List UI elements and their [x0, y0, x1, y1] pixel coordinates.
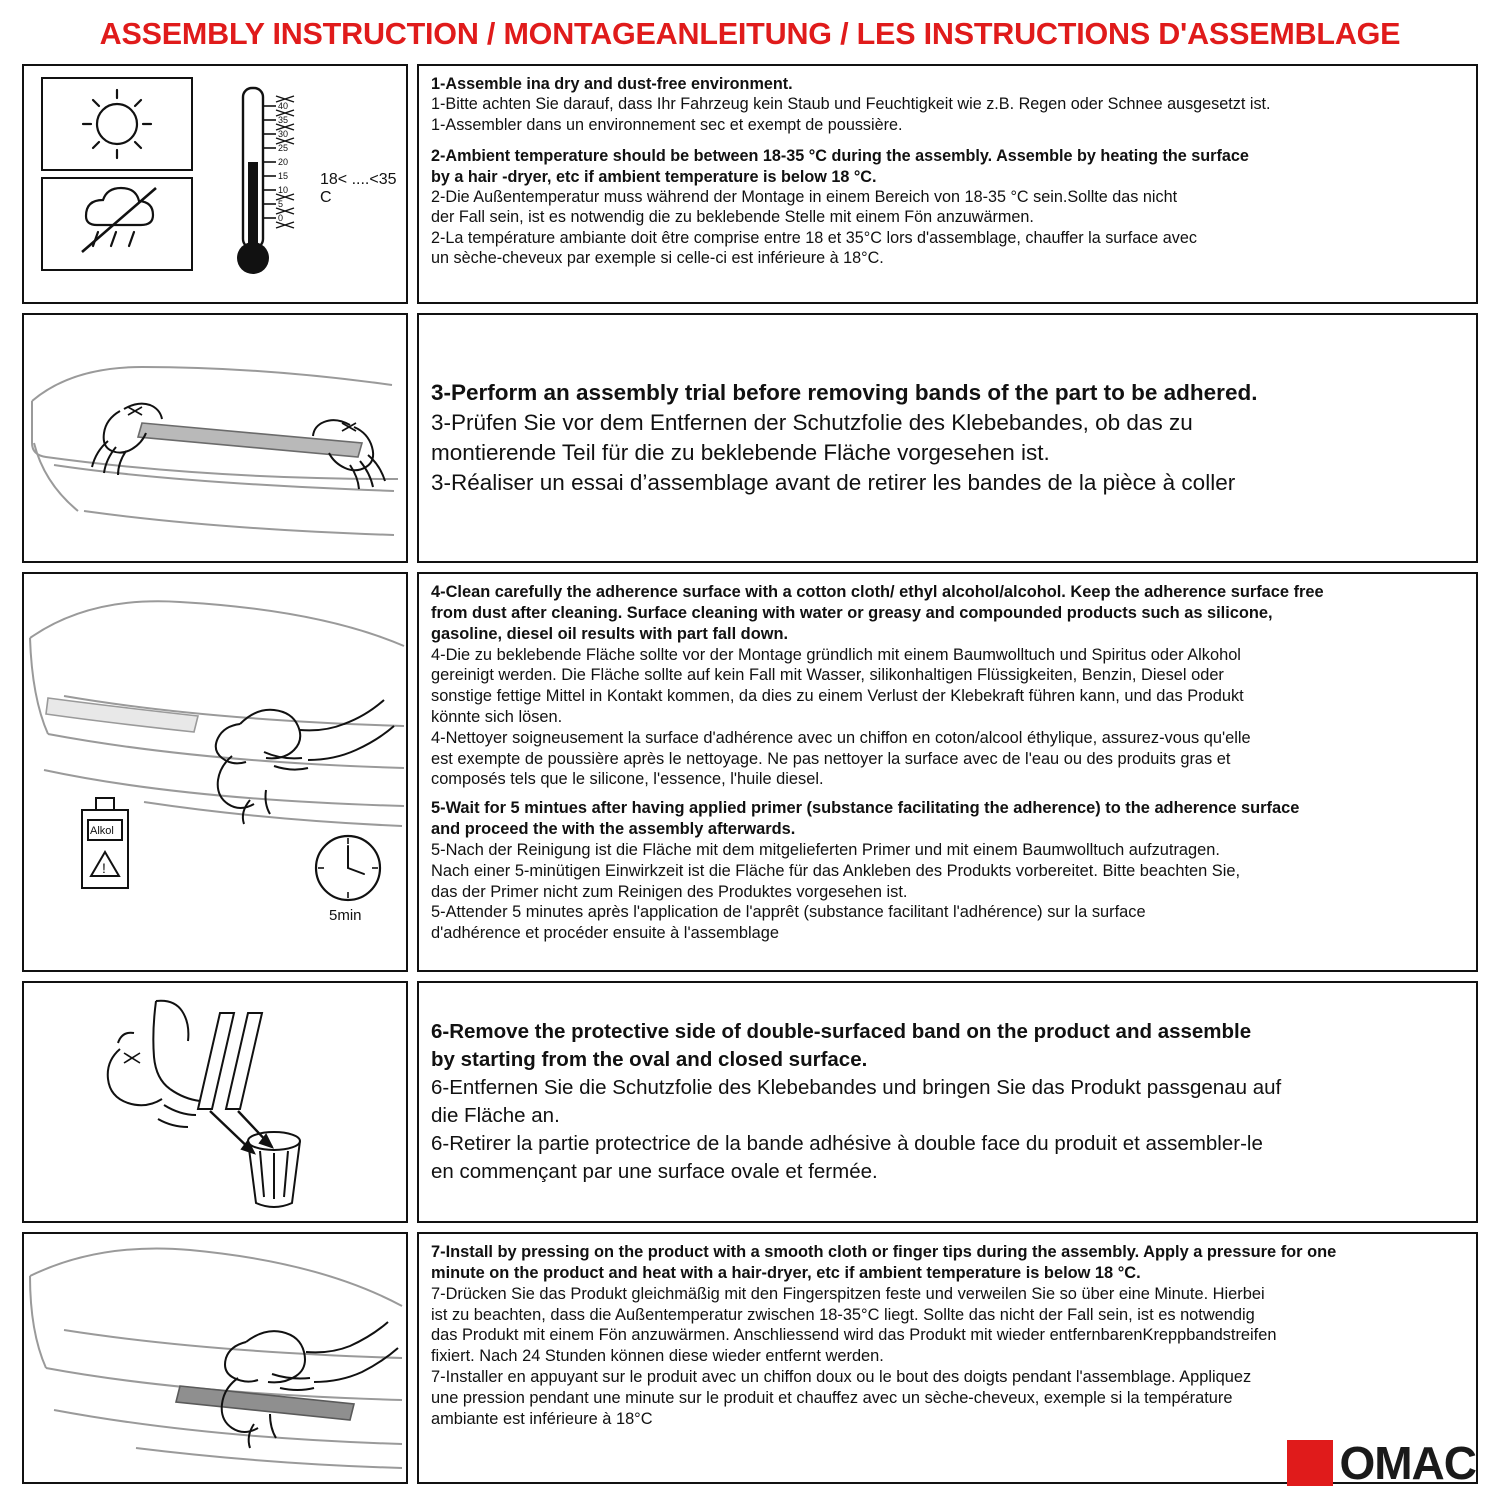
clean-surface-with-cloth-and-alcohol-illustration — [24, 574, 406, 970]
step-row-2 — [22, 313, 1478, 563]
bottle-label-text: Alkol — [90, 825, 114, 838]
figure-press-product — [22, 1232, 408, 1484]
svg-text:25: 25 — [278, 143, 289, 154]
step-7-line-en-2: minute on the product and heat with a hair-dryer, etc if ambient temperature is below 18 °C. — [431, 1263, 1141, 1282]
step-5-line-de-1: 5-Nach der Reinigung ist die Fläche mit dem mitgelieferten Primer und mit einem Baumwolltuch aufzutragen. — [431, 840, 1220, 859]
step-6-line-en-1: 6-Remove the protective side of double-surfaced band on the product and assemble — [431, 1020, 1252, 1044]
svg-text:35: 35 — [278, 115, 289, 126]
step-3-line-de-2: montierende Teil für die zu beklebende Fläche vorgesehen ist. — [431, 440, 1050, 466]
step-5-line-fr-1: 5-Attender 5 minutes après l'application de l'apprêt (substance facilitant l'adhérence) sur la surface — [431, 903, 1146, 922]
step-4-line-fr-1: 4-Nettoyer soigneusement la surface d'adhérence avec un chiffon en coton/alcool éthylique, assurez-vous qu'elle — [431, 728, 1251, 747]
figure-dry-dust-free-temperature — [22, 64, 408, 304]
clock-duration-label: 5min — [329, 907, 362, 925]
step-5-line-de-2: Nach einer 5-minütigen Einwirkzeit ist die Fläche für das Ankleben des Produkts vorbereitet. Bitte beachten Sie, — [431, 861, 1241, 880]
step-4-line-fr-3: composés tels que le silicone, l'essence, l'huile diesel. — [431, 770, 824, 789]
step-5-line-en-1: 5-Wait for 5 mintues after having applied primer (substance facilitating the adherence) to the adherence surface — [431, 799, 1300, 818]
press-product-with-cloth-illustration — [24, 1234, 406, 1482]
step-4-line-en-3: gasoline, diesel oil results with part fall down. — [431, 624, 789, 643]
figure-assembly-trial — [22, 313, 408, 563]
svg-text:30: 30 — [278, 129, 289, 140]
step-3-line-en: 3-Perform an assembly trial before removing bands of the part to be adhered. — [431, 379, 1258, 405]
step-4-line-en-1: 4-Clean carefully the adherence surface with a cotton cloth/ ethyl alcohol/alcohol. Keep the adherence surface free — [431, 583, 1324, 602]
step-4-line-en-2: from dust after cleaning. Surface cleaning with water or greasy and compounded products such as silicone, — [431, 603, 1273, 622]
step-5-line-de-3: das der Primer nicht zum Reinigen des Produktes vorgesehen ist. — [431, 882, 908, 901]
step-5-line-en-2: and proceed the with the assembly afterwards. — [431, 820, 796, 839]
step-4-5-text — [417, 572, 1478, 972]
step-4-line-de-4: könnte sich lösen. — [431, 707, 563, 726]
step-6-line-de-2: die Fläche an. — [431, 1104, 560, 1128]
step-1-2-text — [417, 64, 1478, 304]
step-row-5 — [22, 1232, 1478, 1489]
step-2-line-fr-2: un sèche-cheveux par exemple si celle-ci est inférieure à 18°C. — [431, 249, 884, 268]
step-1-line-fr: 1-Assembler dans un environnement sec et exempt de poussière. — [431, 115, 903, 134]
step-3-line-fr: 3-Réaliser un essai d’assemblage avant de retirer les bandes de la pièce à coller — [431, 470, 1236, 496]
step-3-line-de-1: 3-Prüfen Sie vor dem Entfernen der Schutzfolie des Klebebandes, ob das zu — [431, 409, 1193, 435]
steps-grid — [22, 64, 1478, 1489]
brand-logo — [1287, 1437, 1476, 1489]
svg-text:15: 15 — [278, 171, 289, 182]
svg-text:10: 10 — [278, 185, 289, 196]
svg-text:40: 40 — [278, 101, 289, 112]
page-title: ASSEMBLY INSTRUCTION / MONTAGEANLEITUNG / LES INSTRUCTIONS D'ASSEMBLAGE — [99, 17, 1401, 51]
step-1-line-de: 1-Bitte achten Sie darauf, dass Ihr Fahrzeug kein Staub und Feuchtigkeit wie z.B. Regen oder Schnee ausgesetzt ist. — [431, 95, 1271, 114]
temperature-range-label: 18< ....<35 C — [320, 171, 397, 207]
step-2-line-fr-1: 2-La température ambiante doit être comprise entre 18 et 35°C lors d'assemblage, chauffer la surface avec — [431, 228, 1197, 247]
step-7-line-en-1: 7-Install by pressing on the product with a smooth cloth or finger tips during the assembly. Apply a pressure for one — [431, 1243, 1337, 1262]
step-2-line-en-2: by a hair -dryer, etc if ambient temperature is below 18 °C. — [431, 167, 877, 186]
step-row-4 — [22, 981, 1478, 1223]
trial-fit-part-on-door-sill-illustration — [24, 315, 406, 561]
step-7-line-de-1: 7-Drücken Sie das Produkt gleichmäßig mit den Fingerspitzen feste und verweilen Sie so über eine Minute. Hierbei — [431, 1284, 1265, 1303]
step-7-line-fr-2: une pression pendant une minute sur le produit et chauffez avec un sèche-cheveux, exemple si la température — [431, 1388, 1233, 1407]
omac-logo-mark — [1287, 1440, 1333, 1486]
step-7-line-de-3: das Produkt mit einem Fön anzuwärmen. Anschliessend wird das Produkt mit wieder entfernbarenKreppbandstreifen — [431, 1326, 1277, 1345]
step-4-line-de-2: gereinigt werden. Die Fläche sollte auf kein Fall mit Wasser, silikonhaltigen Flüssigkeiten, Benzin, Diesel oder — [431, 666, 1224, 685]
step-7-line-de-4: fixiert. Nach 24 Stunden können diese wieder entfernt werden. — [431, 1347, 884, 1366]
step-2-line-de-2: der Fall sein, ist es notwendig die zu beklebende Stelle mit einem Fön anzuwärmen. — [431, 208, 1034, 227]
step-1-line-en: 1-Assemble ina dry and dust-free environment. — [431, 75, 793, 94]
step-6-line-fr-1: 6-Retirer la partie protectrice de la bande adhésive à double face du produit et assembler-le — [431, 1131, 1263, 1155]
step-7-line-fr-1: 7-Installer en appuyant sur le produit avec un chiffon doux ou le bout des doigts pendant l'assemblage. Appliquez — [431, 1367, 1252, 1386]
omac-logo-text: OMAC — [1339, 1437, 1476, 1489]
figure-remove-protective-band — [22, 981, 408, 1223]
step-6-line-fr-2: en commençant par une surface ovale et fermée. — [431, 1159, 878, 1183]
step-5-line-fr-2: d'adhérence et procéder ensuite à l'assemblage — [431, 924, 779, 943]
step-6-text — [417, 981, 1478, 1223]
step-row-1 — [22, 64, 1478, 304]
step-4-line-fr-2: est exempte de poussière après le nettoyage. Ne pas nettoyer la surface avec de l'eau ou des produits gras et — [431, 749, 1231, 768]
step-2-line-en-1: 2-Ambient temperature should be between 18-35 °C during the assembly. Assemble by heating the surface — [431, 147, 1249, 166]
svg-text:5: 5 — [278, 199, 284, 210]
svg-text:!: ! — [102, 860, 106, 877]
step-7-line-fr-3: ambiante est inférieure à 18°C — [431, 1409, 653, 1428]
step-2-line-de-1: 2-Die Außentemperatur muss während der Montage in einem Bereich von 18-35 °C sein.Sollte das nicht — [431, 188, 1178, 207]
step-6-line-en-2: by starting from the oval and closed surface. — [431, 1048, 868, 1072]
step-row-3 — [22, 572, 1478, 972]
step-4-line-de-1: 4-Die zu beklebende Fläche sollte vor der Montage gründlich mit einem Baumwolltuch und Spiritus oder Alkohol — [431, 645, 1241, 664]
step-4-line-de-3: sonstige fettige Mittel in Kontakt kommen, da dies zu einem Verlust der Klebekraft führen kann, und das Produkt — [431, 687, 1244, 706]
step-6-line-de-1: 6-Entfernen Sie die Schutzfolie des Klebebandes und bringen Sie das Produkt passgenau auf — [431, 1076, 1282, 1100]
figure-clean-surface — [22, 572, 408, 972]
step-3-text — [417, 313, 1478, 563]
svg-text:0: 0 — [278, 213, 284, 224]
step-7-line-de-2: ist zu beachten, dass die Außentemperatur zwischen 18-35°C liegt. Sollte das nicht der Fall sein, ist es notwendig — [431, 1305, 1255, 1324]
svg-text:20: 20 — [278, 157, 289, 168]
remove-protective-tape-and-discard-illustration — [24, 983, 406, 1221]
